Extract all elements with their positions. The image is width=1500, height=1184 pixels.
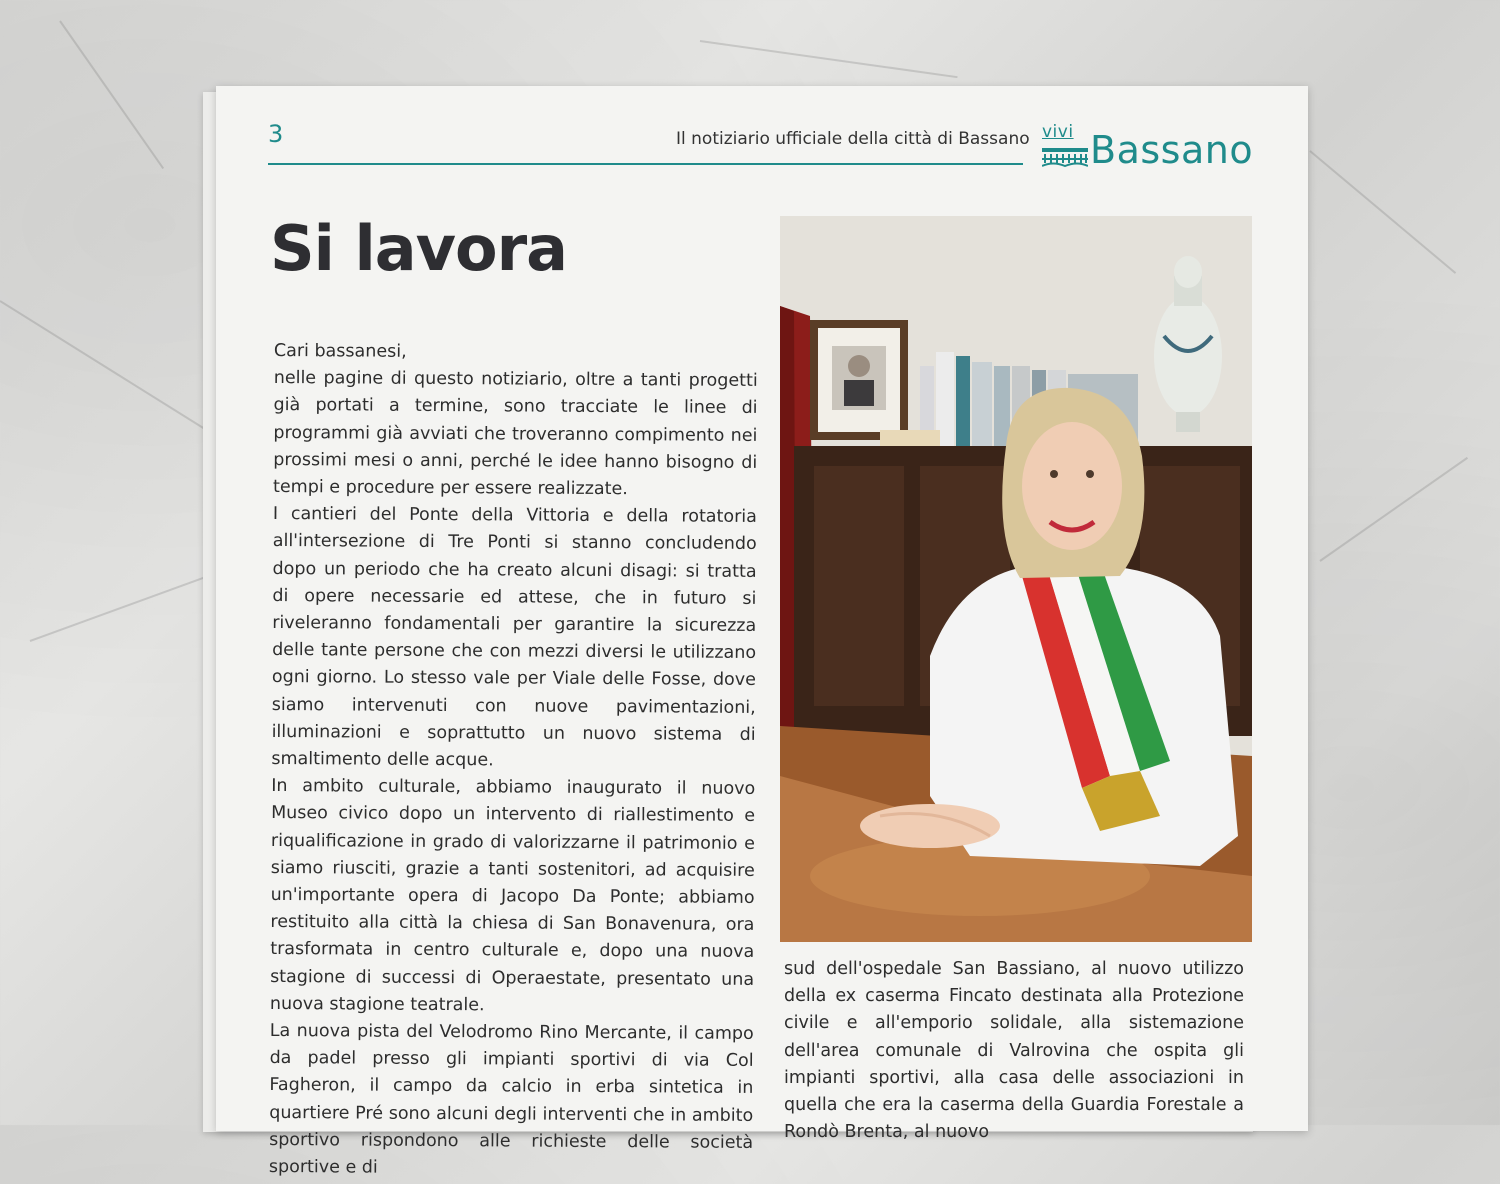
page-header bbox=[268, 118, 1258, 178]
paragraph: sud dell'ospedale San Bassiano, al nuovo utilizzo della ex caserma Fincato destinata alla Protezione civile e all'emporio solidale, alla sistemazione dell'area comunale di Valrovina che ospita gli impianti sportivi, alla casa delle associazioni in quella che era la caserma della Guardia Forestale a Rondò Brenta, al nuovo bbox=[784, 959, 1244, 1143]
header-rule bbox=[268, 163, 1023, 165]
logo-vivi-text: vivi bbox=[1042, 122, 1074, 142]
newsletter-tagline: Il notiziario ufficiale della città di Bassano bbox=[676, 129, 1030, 149]
marble-vein bbox=[0, 300, 221, 439]
paragraph: La nuova pista del Velodromo Rino Mercante, il campo da padel presso gli impianti sportivi di via Col Fagheron, il campo da calcio in erba sintetica in quartiere Pré sono alcuni degli interventi che in ambito sportivo rispondono alle richieste delle società sportive e di bbox=[268, 1021, 754, 1178]
vivi-bassano-logo bbox=[1042, 122, 1258, 176]
article-title: Si lavora bbox=[270, 212, 568, 285]
marble-vein bbox=[59, 20, 164, 169]
marble-vein bbox=[1319, 457, 1468, 562]
paragraph: I cantieri del Ponte della Vittoria e della rotatoria all'intersezione di Tre Ponti si stanno concludendo dopo un periodo che ha creato alcuni disagi: si tratta di opere necessarie ed attese, che in futuro si riveleranno fondamentali per garantire la sicurezza delle tante persone che con mezzi diversi le utilizzano ogni giorno. Lo stesso vale per Viale delle Fosse, dove siamo intervenuti con nuove pavimentazioni, illuminazioni e soprattutto un nuovo sistema di smaltimento delle acque. bbox=[271, 504, 757, 771]
article-body-left bbox=[269, 338, 758, 1184]
marble-vein bbox=[1309, 150, 1456, 274]
page-number: 3 bbox=[268, 120, 284, 148]
mayor-portrait-photo bbox=[780, 216, 1252, 942]
paragraph: nelle pagine di questo notiziario, oltre a tanti progetti già portati a termine, sono tracciate le linee di programmi già avviati che troveranno compimento nei prossimi mesi o anni, perché le idee hanno bisogno di tempi e procedure per essere realizzate. bbox=[273, 368, 758, 500]
article-body-right bbox=[784, 956, 1244, 1146]
salutation: Cari bassanesi, bbox=[273, 340, 407, 362]
logo-bassano-text: Bassano bbox=[1090, 128, 1254, 172]
bridge-icon bbox=[1042, 146, 1088, 168]
marble-vein bbox=[700, 40, 958, 78]
paragraph: In ambito culturale, abbiamo inaugurato il nuovo Museo civico dopo un intervento di riallestimento e riqualificazione in grado di valorizzarne il patrimonio e siamo riusciti, grazie a tanti sostenitori, ad acquisire un'importante opera di Jacopo Da Ponte; abbiamo restituito alla città la chiesa di San Bonavenura, ora trasformata in centro culturale e, dopo una nuova stagione di successi di Operaestate, presentato una nuova stagione teatrale. bbox=[269, 776, 756, 1016]
marble-vein bbox=[30, 572, 219, 642]
